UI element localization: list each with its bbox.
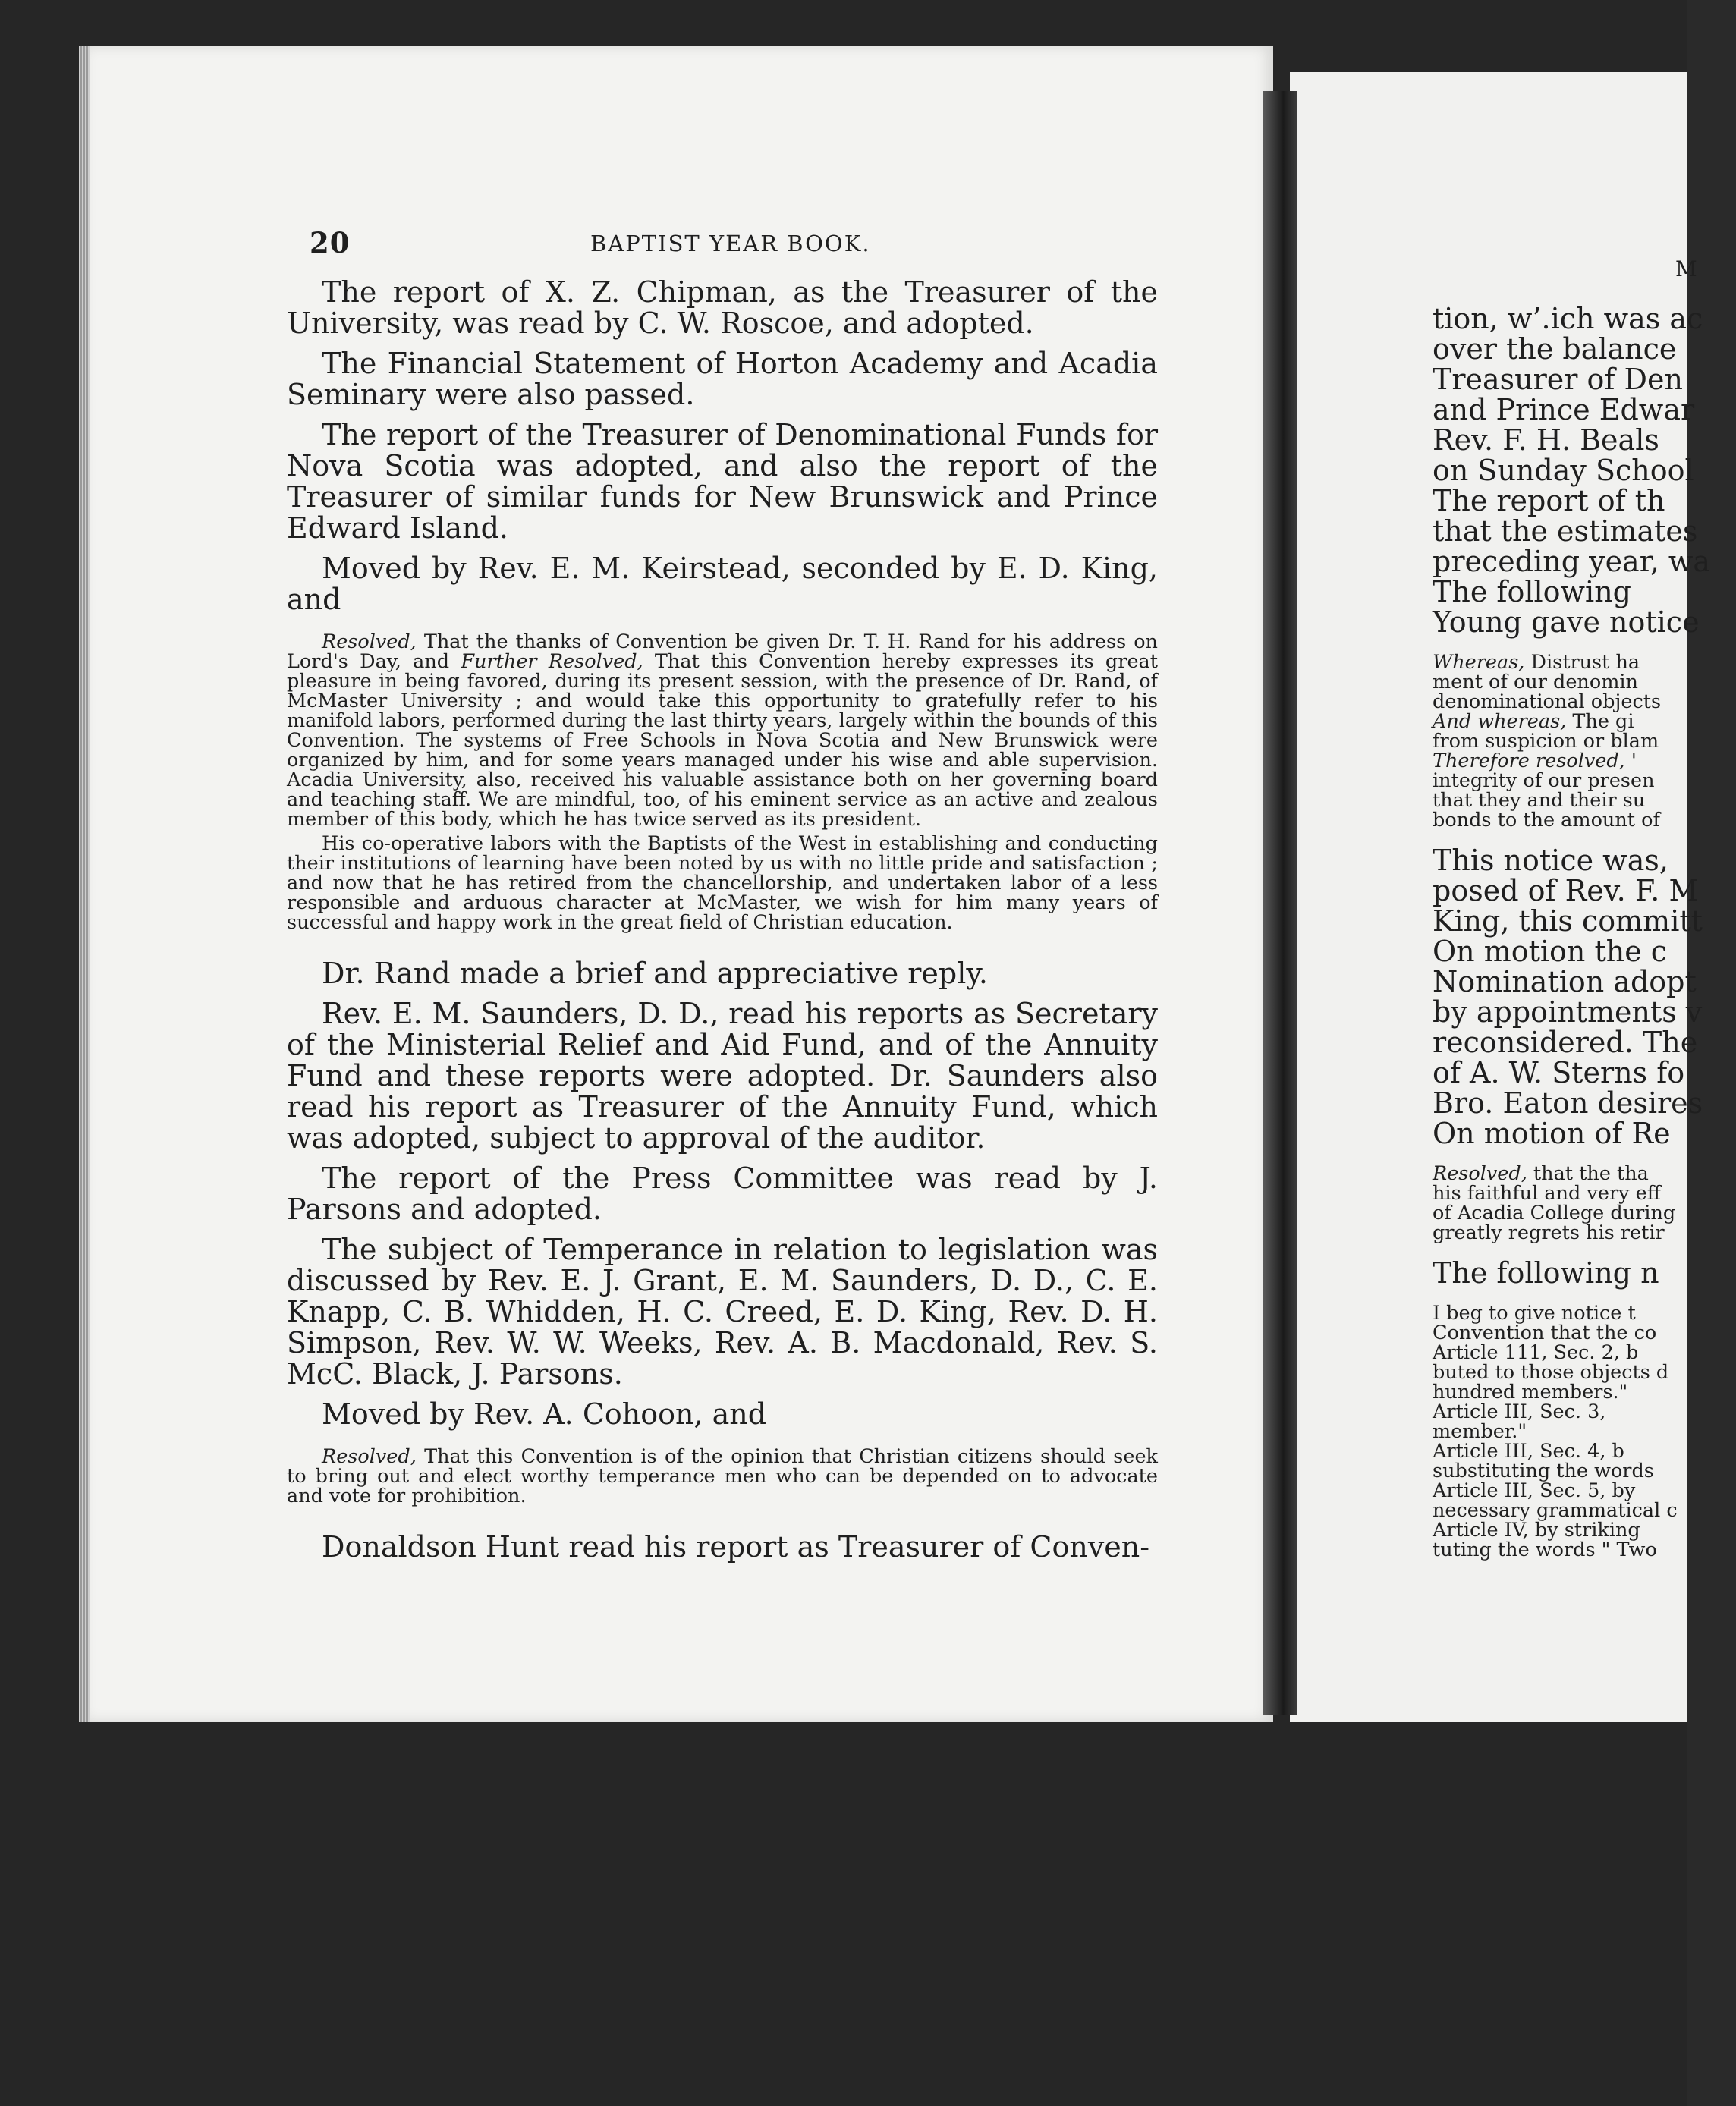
right-small-line [1433, 771, 1736, 791]
right-small-line: Article III, Sec. 3, [1433, 1400, 1606, 1423]
resolution-temperance [287, 1447, 1158, 1506]
right-page-text [1433, 303, 1736, 1560]
paragraph: Dr. Rand made a brief and appreciative reply. [322, 957, 988, 990]
fragment-text: denominational objects [1433, 690, 1662, 713]
page-header [310, 226, 1144, 264]
right-small-line [1433, 1183, 1736, 1203]
right-small-line [1433, 791, 1736, 810]
resolution-text: That the thanks of Convention be given Dr. T. H. Rand for his address on Lord's Day, and [287, 630, 1158, 673]
fragment-text: that the tha [1527, 1162, 1649, 1185]
right-line: King, this committ [1433, 904, 1703, 938]
italic-label: Whereas, [1433, 651, 1525, 674]
right-small-line [1433, 1164, 1736, 1183]
right-small-line: member." [1433, 1420, 1527, 1443]
right-line: tion, w’.ich was ac [1433, 302, 1703, 335]
right-line: reconsidered. The [1433, 1026, 1698, 1059]
right-line: On motion the c [1433, 935, 1668, 968]
paragraph: The report of X. Z. Chipman, as the Treasurer of the University, was read by C. W. Roscoe, and adopted. [287, 275, 1158, 340]
right-line: and Prince Edwar [1433, 393, 1695, 426]
fragment-text: ' [1624, 750, 1637, 772]
resolution-text: That this Convention is of the opinion that Christian citizens should seek to bring out and elect worthy temperance men who can be depended on to advocate and vote for prohibition. [287, 1445, 1158, 1507]
right-small-line: hundred members." [1433, 1381, 1628, 1403]
right-line: over the balance [1433, 332, 1677, 366]
resolution-rand-continued: His co-operative labors with the Baptists of the West in establishing and conducting their institutions of learning have been noted by us with no little pride and satisfaction ; and now that he has retired from the chancellorship, and undertaken labor of a less responsible and arduous character at McMaster, we wish for him many years of successful and happy work in the great field of Christian education. [287, 832, 1158, 934]
right-line: that the estimates [1433, 514, 1698, 548]
left-page-text [287, 277, 1158, 1572]
right-line: of A. W. Sterns fo [1433, 1056, 1685, 1089]
right-small-line [1433, 1203, 1736, 1223]
right-small-line: Convention that the co [1433, 1322, 1657, 1344]
right-small-line [1433, 672, 1736, 692]
right-line: Young gave notice [1433, 605, 1700, 639]
further-resolved-label: Further Resolved, [461, 650, 643, 673]
fragment-text: from suspicion or blam [1433, 730, 1659, 753]
right-line: by appointments v [1433, 995, 1703, 1029]
right-small-line: necessary grammatical c [1433, 1499, 1678, 1522]
fragment-text: ment of our denomin [1433, 671, 1638, 693]
right-small-line: tuting the words " Two [1433, 1539, 1657, 1561]
right-small-line: I beg to give notice t [1433, 1302, 1636, 1325]
paragraph: The report of the Treasurer of Denominational Funds for Nova Scotia was adopted, and also the report of the Treasurer of similar funds for New Brunswick and Prince Edward Island. [287, 418, 1158, 545]
resolved-label: Resolved, [322, 1445, 417, 1468]
right-small-line [1433, 731, 1736, 751]
paragraph: Moved by Rev. A. Cohoon, and [322, 1397, 767, 1431]
paragraph: The report of the Press Committee was read by J. Parsons and adopted. [287, 1161, 1158, 1226]
right-small-line [1433, 652, 1736, 672]
right-line: Nomination adopt [1433, 965, 1697, 998]
right-line: The following [1433, 575, 1631, 608]
right-line: posed of Rev. F. M [1433, 874, 1699, 907]
right-small-line: buted to those objects d [1433, 1361, 1669, 1384]
fragment-text: that they and their su [1433, 789, 1646, 812]
paragraph: Moved by Rev. E. M. Keirstead, seconded by E. D. King, and [287, 552, 1158, 616]
fragment-text: The gi [1566, 710, 1634, 733]
scan-bottom-margin [0, 1722, 1687, 2106]
right-line: Treasurer of Den [1433, 363, 1683, 396]
right-small-line: Article 111, Sec. 2, b [1433, 1341, 1639, 1364]
fragment-text: bonds to the amount of [1433, 809, 1660, 831]
italic-label: And whereas, [1433, 710, 1567, 733]
italic-label: Therefore resolved, [1433, 750, 1625, 772]
fragment-text: Distrust ha [1524, 651, 1640, 674]
right-line: On motion of Re [1433, 1117, 1671, 1150]
paragraph-closing: Donaldson Hunt read his report as Treasurer of Conven- [322, 1530, 1150, 1564]
right-small-line [1433, 810, 1736, 830]
book-gutter [1263, 91, 1297, 1715]
resolution-text: That this Convention hereby expresses its great pleasure in being favored, during its present session, with the presence of Dr. Rand, of McMaster University ; and would take this opportunity to gratefully refer to his manifold labors, performed during the last thirty years, largely within the bounds of this Convention. The systems of Free Schools in Nova Scotia and New Brunswick were organized by him, and for some years managed under his wise and able supervision. Acadia University, also, received his valuable assistance both on her governing board and teaching staff. We are mindful, too, of his eminent service as an active and zealous member of this body, which he has twice served as its president. [287, 650, 1158, 831]
right-small-line [1433, 751, 1736, 771]
right-small-line: Article III, Sec. 4, b [1433, 1440, 1624, 1463]
paragraph: Rev. E. M. Saunders, D. D., read his reports as Secretary of the Ministerial Relief and Aid Fund, and of the Annuity Fund and these reports were adopted. Dr. Saunders also read his report as Treasurer of the Annuity Fund, which was adopted, subject to approval of the auditor. [287, 997, 1158, 1155]
paragraph: The Financial Statement of Horton Academy and Acadia Seminary were also passed. [287, 347, 1158, 411]
right-small-line: Article III, Sec. 5, by [1433, 1479, 1636, 1502]
right-line: The following n [1433, 1256, 1659, 1290]
paragraph: The subject of Temperance in relation to legislation was discussed by Rev. E. J. Grant, E. M. Saunders, D. D., C. E. Knapp, C. B. Whidden, H. C. Creed, E. D. King, Rev. D. H. Simpson, Rev. W. W. Weeks, Rev. A. B. Macdonald, Rev. S. McC. Black, J. Parsons. [287, 1233, 1158, 1391]
italic-label: Resolved, [1433, 1162, 1527, 1185]
right-running-head: M [1675, 256, 1697, 281]
fragment-text: his faithful and very eff [1433, 1182, 1661, 1205]
fragment-text: integrity of our presen [1433, 769, 1655, 792]
right-line: preceding year, wa [1433, 545, 1711, 578]
right-small-line: Article IV, by striking [1433, 1519, 1640, 1542]
right-small-line: substituting the words [1433, 1460, 1654, 1482]
right-small-line [1433, 692, 1736, 712]
resolved-label: Resolved, [322, 630, 417, 653]
fragment-text: greatly regrets his retir [1433, 1221, 1665, 1244]
fragment-text: of Acadia College during [1433, 1202, 1676, 1224]
running-head: BAPTIST YEAR BOOK. [590, 231, 871, 256]
right-small-line [1433, 1223, 1736, 1243]
page-number: 20 [310, 226, 351, 259]
resolution-rand [287, 632, 1158, 829]
right-line: on Sunday School [1433, 454, 1694, 487]
right-line: The report of th [1433, 484, 1665, 517]
right-line: Rev. F. H. Beals [1433, 423, 1659, 457]
right-line: This notice was, [1433, 844, 1668, 877]
right-small-line [1433, 712, 1736, 731]
right-line: Bro. Eaton desires [1433, 1086, 1703, 1120]
